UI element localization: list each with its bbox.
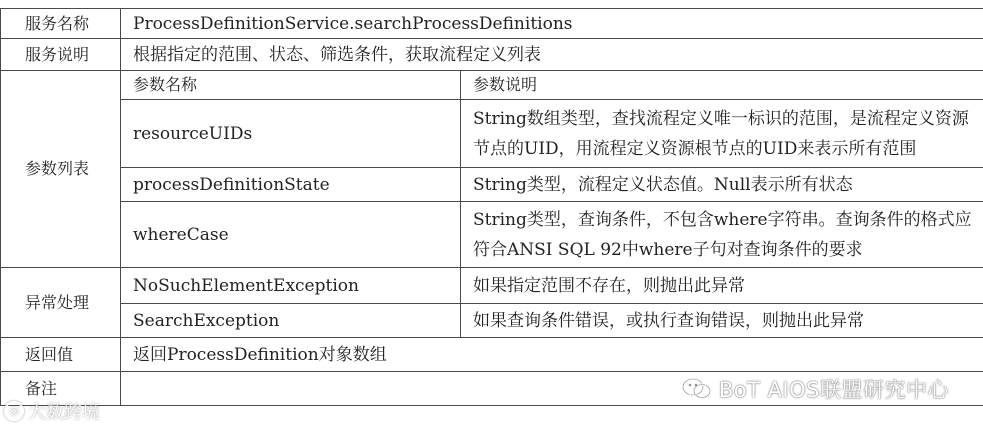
exception-desc: 如果查询条件错误，或执行查询错误，则抛出此异常 xyxy=(461,304,983,338)
service-name-value: ProcessDefinitionService.searchProcessDefinitions xyxy=(121,9,983,39)
param-row xyxy=(1,168,983,202)
remarks-value xyxy=(121,372,983,406)
stamp-text: 大数跨境 xyxy=(28,402,100,423)
service-name-row xyxy=(1,9,983,39)
exception-name: NoSuchElementException xyxy=(121,268,461,304)
param-name: whereCase xyxy=(121,202,461,268)
service-desc-value: 根据指定的范围、状态、筛选条件，获取流程定义列表 xyxy=(121,39,983,71)
params-label: 参数列表 xyxy=(1,71,121,268)
exception-desc: 如果指定范围不存在，则抛出此异常 xyxy=(461,268,983,304)
param-row xyxy=(1,100,983,168)
remarks-label: 备注 xyxy=(1,372,121,406)
return-value-value: 返回ProcessDefinition对象数组 xyxy=(121,338,983,372)
param-name: processDefinitionState xyxy=(121,168,461,202)
service-desc-row xyxy=(1,39,983,71)
param-row xyxy=(1,202,983,268)
return-value-row xyxy=(1,338,983,372)
exception-name: SearchException xyxy=(121,304,461,338)
remarks-row xyxy=(1,372,983,406)
param-name-column-header: 参数名称 xyxy=(121,71,461,100)
api-spec-table xyxy=(0,8,983,406)
params-header-row xyxy=(1,71,983,100)
service-name-label: 服务名称 xyxy=(1,9,121,39)
circle-logo-icon: ◎ xyxy=(4,401,24,421)
param-name: resourceUIDs xyxy=(121,100,461,168)
exception-row xyxy=(1,304,983,338)
param-desc-column-header: 参数说明 xyxy=(461,71,983,100)
return-value-label: 返回值 xyxy=(1,338,121,372)
exception-row xyxy=(1,268,983,304)
exceptions-label: 异常处理 xyxy=(1,268,121,338)
param-desc: String数组类型，查找流程定义唯一标识的范围，是流程定义资源节点的UID，用流程定义资源根节点的UID来表示所有范围 xyxy=(461,100,983,168)
param-desc: String类型，流程定义状态值。Null表示所有状态 xyxy=(461,168,983,202)
service-desc-label: 服务说明 xyxy=(1,39,121,71)
watermark-text: BoT AIOS联盟研究中心 xyxy=(718,378,949,402)
param-desc: String类型，查询条件，不包含where字符串。查询条件的格式应符合ANSI SQL 92中where子句对查询条件的要求 xyxy=(461,202,983,268)
